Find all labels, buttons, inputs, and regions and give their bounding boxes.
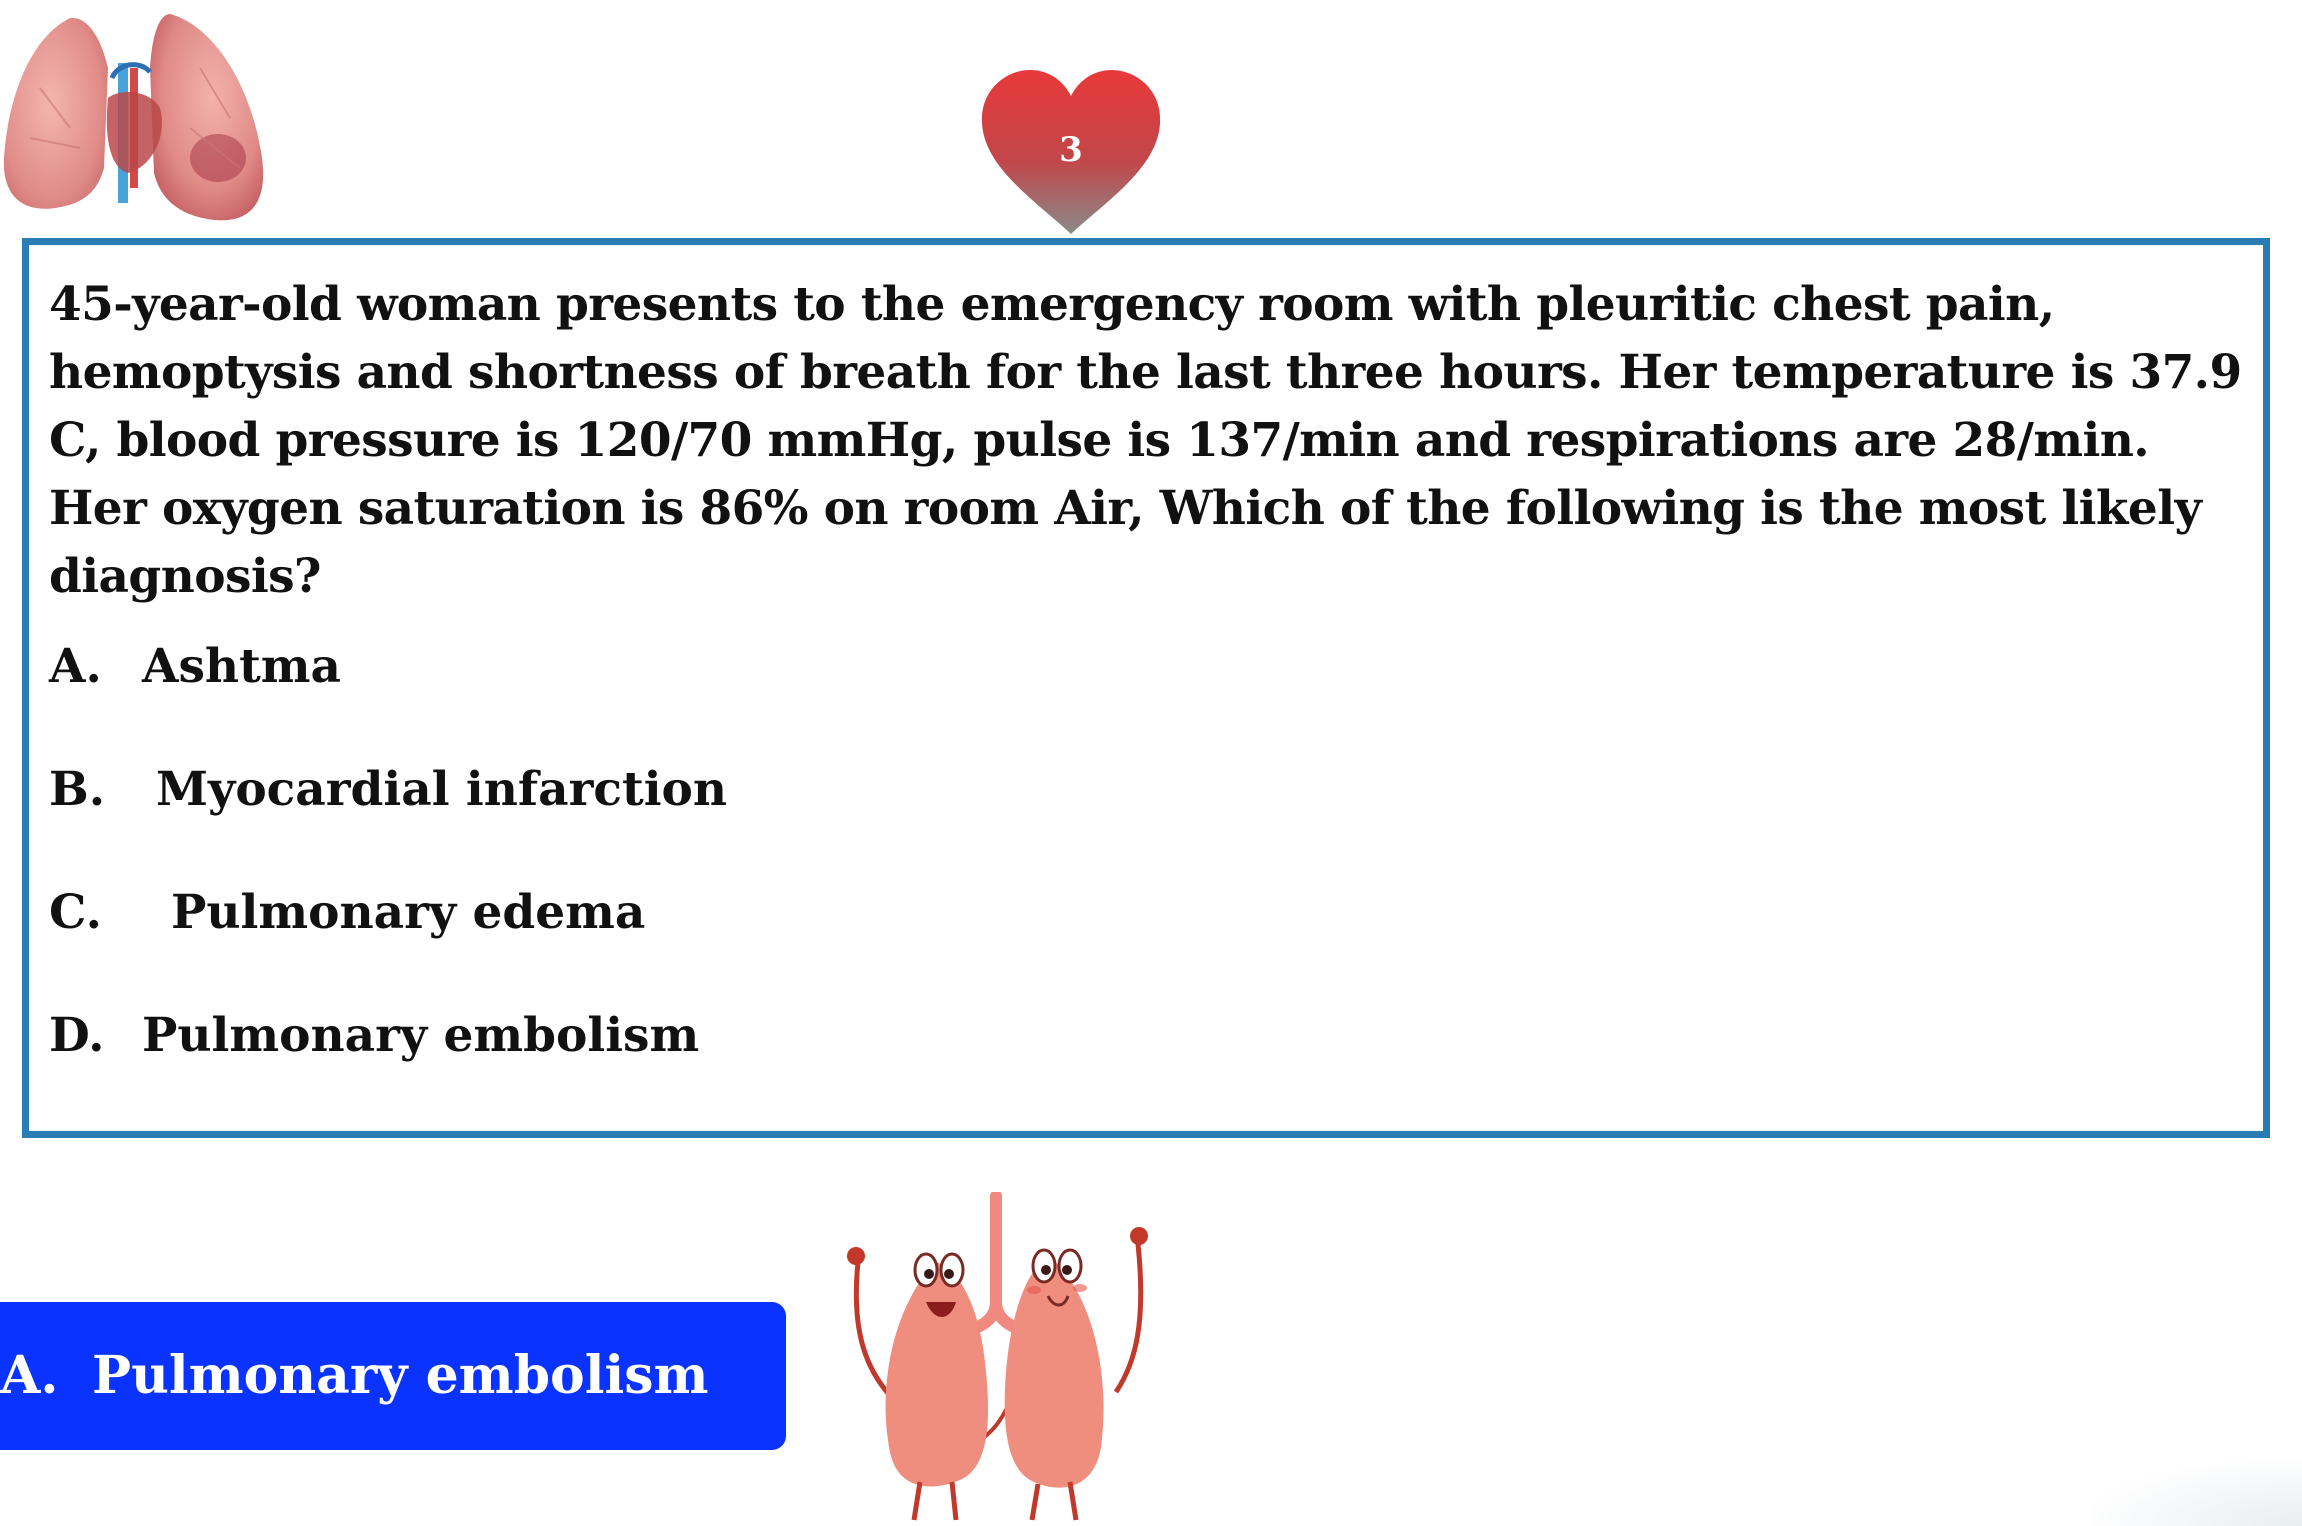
question-number-badge — [978, 68, 1164, 238]
option-label: Myocardial infarction — [156, 762, 728, 817]
question-card — [22, 238, 2270, 1138]
option-b[interactable] — [49, 756, 2243, 879]
option-letter: C. — [49, 885, 102, 940]
question-number: 3 — [1059, 130, 1083, 170]
question-text: 45-year-old woman presents to the emergency room with pleuritic chest pain, hemoptysis and shortness of breath for the last three hours. Her temperature is 37.9 C, blood pressure is 120/70 mmHg, pulse is 137/min and respirations are 28/min. Her oxygen saturation is 86% on room Air, Which of the following is the most likely diagnosis? — [49, 277, 2242, 604]
option-label: Pulmonary embolism — [142, 1008, 700, 1063]
option-letter: D. — [49, 1008, 105, 1063]
option-letter: A. — [49, 639, 102, 694]
answer-options — [49, 633, 2243, 1125]
answer-label: Pulmonary embolism — [92, 1345, 709, 1406]
option-a[interactable] — [49, 633, 2243, 756]
answer-letter: A. — [0, 1345, 59, 1406]
lungs-anatomy-image — [0, 8, 272, 230]
answer-reveal[interactable] — [0, 1302, 786, 1450]
option-letter: B. — [49, 762, 106, 817]
option-c[interactable] — [49, 879, 2243, 1002]
option-label: Pulmonary edema — [171, 885, 646, 940]
option-label: Ashtma — [142, 639, 341, 694]
corner-shadow — [2090, 1460, 2302, 1526]
option-d[interactable] — [49, 1002, 2243, 1125]
cartoon-lungs-image — [826, 1192, 1166, 1522]
